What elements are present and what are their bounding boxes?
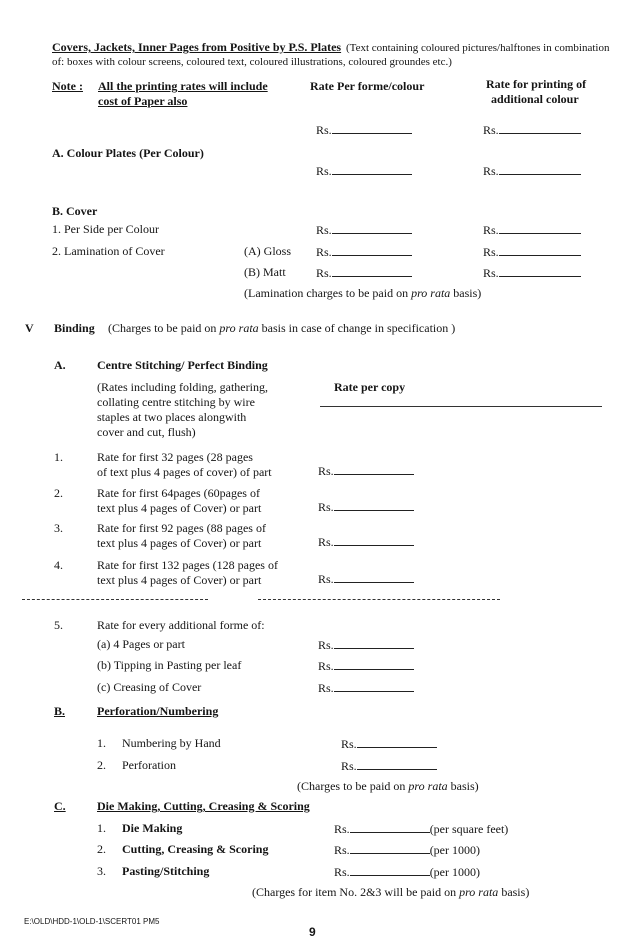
note-text-line1: All the printing rates will include [98,79,268,93]
rs-label: Rs. [316,123,332,137]
section-description-line2: of: boxes with colour screens, coloured text, coloured illustrations, coloured groundes etc.) [52,56,452,68]
blank-line [357,758,437,770]
item5-sub-b: (b) Tipping in Pasting per leaf [97,658,242,672]
rate-field[interactable] [318,680,414,695]
note-label: Note : [52,79,83,93]
item-number: 5. [54,618,63,632]
note-text: basis) [453,286,482,300]
blank-line [332,244,412,256]
rs-label: Rs. [334,822,350,836]
section-a-desc-line4: cover and cut, flush) [97,425,196,439]
note-text: (Lamination charges to be paid on [244,286,409,300]
blank-line [332,163,412,175]
rs-label: Rs. [334,843,350,857]
rate-header-rule [320,406,602,407]
rate-field[interactable] [316,244,412,259]
blank-line [499,222,581,234]
blank-line [332,222,412,234]
column-header-additional-line2: additional colour [491,92,579,106]
blank-line [334,463,414,475]
item-desc-line2: of text plus 4 pages of cover) of part [97,465,272,479]
rate-field[interactable] [341,758,437,773]
column-header-rate-per-forme: Rate Per forme/colour [310,79,425,93]
section-numeral-v: V [25,321,34,335]
rate-field[interactable] [483,222,581,237]
rate-field[interactable] [483,265,581,280]
section-c-note [252,885,529,899]
item-number: 2. [54,486,63,500]
dashed-separator-left [22,599,208,600]
section-b-note [297,779,479,793]
rate-field[interactable] [318,637,414,652]
pasting-stitching-label: Pasting/Stitching [122,864,210,878]
rate-field[interactable] [316,265,412,280]
item-desc-line1: Rate for first 132 pages (128 pages of [97,558,278,572]
item-desc-line2: text plus 4 pages of Cover) or part [97,501,262,515]
blank-line [499,122,581,134]
item-desc-line2: text plus 4 pages of Cover) or part [97,536,262,550]
binding-title: Binding [54,321,95,335]
unit-label: (per square feet) [429,822,509,836]
rate-field[interactable] [334,864,480,879]
note-text: basis in case of change in specification ) [261,321,456,335]
rs-label: Rs. [318,659,334,673]
blank-line [334,658,414,670]
die-making-label: Die Making [122,821,183,835]
rs-label: Rs. [483,123,499,137]
rs-label: Rs. [316,266,332,280]
cover-title: B. Cover [52,204,98,218]
blank-line [499,163,581,175]
rs-label: Rs. [318,681,334,695]
note-emphasis: pro rata [219,321,259,335]
section-b-letter: B. [54,704,66,718]
note-emphasis: pro rata [408,779,448,793]
rate-field[interactable] [316,122,412,137]
note-emphasis: pro rata [459,885,499,899]
rs-label: Rs. [318,638,334,652]
blank-line [332,122,412,134]
item-number: 3. [97,864,106,878]
blank-line [499,265,581,277]
rate-field[interactable] [316,222,412,237]
rate-field[interactable] [318,658,414,673]
cover-per-side-label: 1. Per Side per Colour [52,222,159,236]
rs-label: Rs. [318,535,334,549]
rs-label: Rs. [483,164,499,178]
item-number: 1. [54,450,63,464]
blank-line [334,637,414,649]
item-number: 3. [54,521,63,535]
item5-sub-a: (a) 4 Pages or part [97,637,185,651]
blank-line [334,680,414,692]
section-a-title: Centre Stitching/ Perfect Binding [97,358,268,372]
rate-field[interactable] [334,842,480,857]
note-text: (Charges for item No. 2&3 will be paid on [252,885,457,899]
rate-field[interactable] [483,163,581,178]
rs-label: Rs. [483,245,499,259]
item-desc-line1: Rate for first 64pages (60pages of [97,486,260,500]
item5-sub-c: (c) Creasing of Cover [97,680,202,694]
note-text: (Charges to be paid on [108,321,217,335]
note-text: basis) [501,885,530,899]
blank-line [350,842,430,854]
blank-line [350,864,430,876]
section-heading-covers: Covers, Jackets, Inner Pages from Positive by P.S. Plates [52,40,342,54]
section-a-desc-line3: staples at two places alongwith [97,410,247,424]
note-text-line2: cost of Paper also [98,94,188,108]
blank-line [499,244,581,256]
rs-label: Rs. [316,164,332,178]
item-number: 4. [54,558,63,572]
item-desc-line1: Rate for first 92 pages (88 pages of [97,521,266,535]
item-desc-line2: text plus 4 pages of Cover) or part [97,573,262,587]
rs-label: Rs. [316,245,332,259]
section-c-letter: C. [54,799,66,813]
rate-field[interactable] [334,821,508,836]
section-description-line1: (Text containing coloured pictures/halftones in combination [346,42,610,54]
item-number: 2. [97,758,106,772]
colour-plates-label: A. Colour Plates (Per Colour) [52,146,204,160]
rate-field[interactable] [318,571,414,586]
perforation-label: Perforation [122,758,176,772]
note-emphasis: pro rata [411,286,451,300]
lamination-matt-label: (B) Matt [244,265,286,279]
rate-per-copy-header: Rate per copy [334,380,406,394]
cover-lamination-label: 2. Lamination of Cover [52,244,165,258]
rate-field[interactable] [341,736,437,751]
blank-line [332,265,412,277]
item-desc-line1: Rate for first 32 pages (28 pages [97,450,253,464]
rate-field[interactable] [318,534,414,549]
blank-line [334,571,414,583]
section-c-title: Die Making, Cutting, Creasing & Scoring [97,799,310,813]
rs-label: Rs. [334,865,350,879]
rate-field[interactable] [318,463,414,478]
note-text: basis) [450,779,479,793]
rs-label: Rs. [341,759,357,773]
binding-note [108,321,455,335]
rate-field[interactable] [483,122,581,137]
cutting-creasing-label: Cutting, Creasing & Scoring [122,842,269,856]
rate-field[interactable] [318,499,414,514]
rs-label: Rs. [341,737,357,751]
section-a-desc-line2: collating centre stitching by wire [97,395,255,409]
item-number: 1. [97,736,106,750]
footer-file-path: E:\OLD\HDD-1\OLD-1\SCERT01 PM5 [24,917,160,926]
section-a-letter: A. [54,358,66,372]
item-number: 2. [97,842,106,856]
blank-line [350,821,430,833]
rate-field[interactable] [483,244,581,259]
dashed-separator-right [258,599,500,600]
rs-label: Rs. [483,266,499,280]
unit-label: (per 1000) [429,865,481,879]
rate-field[interactable] [316,163,412,178]
note-text: (Charges to be paid on [297,779,406,793]
rs-label: Rs. [318,500,334,514]
item-number: 1. [97,821,106,835]
section-b-title: Perforation/Numbering [97,704,219,718]
blank-line [334,534,414,546]
lamination-gloss-label: (A) Gloss [244,244,291,258]
section-a-desc-line1: (Rates including folding, gathering, [97,380,268,394]
column-header-additional-line1: Rate for printing of [486,77,587,91]
blank-line [334,499,414,511]
rs-label: Rs. [318,572,334,586]
blank-line [357,736,437,748]
item5-title: Rate for every additional forme of: [97,618,265,632]
rs-label: Rs. [318,464,334,478]
numbering-by-hand-label: Numbering by Hand [122,736,221,750]
rs-label: Rs. [483,223,499,237]
lamination-note [244,286,481,300]
rs-label: Rs. [316,223,332,237]
unit-label: (per 1000) [429,843,481,857]
page-number: 9 [309,925,316,939]
